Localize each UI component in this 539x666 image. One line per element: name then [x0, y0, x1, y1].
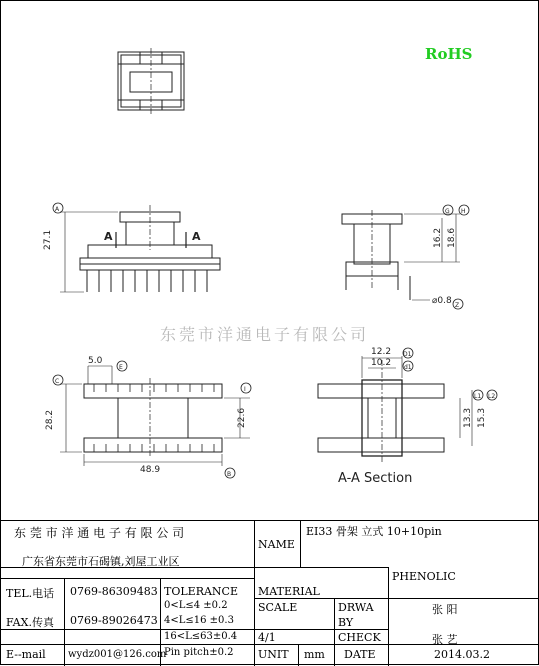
name-value: EI33 骨架 立式 10+10pin [306, 525, 442, 538]
plan-view [53, 361, 251, 478]
unit-label: UNIT [258, 648, 289, 661]
marker-b: B [227, 471, 232, 478]
front-pins [87, 270, 207, 292]
drawn-label-2: BY [338, 616, 354, 629]
drawn-label: DRWA [338, 601, 374, 614]
marker-d1: D1 [403, 351, 412, 358]
marker-c: C [55, 378, 60, 385]
scale-value: 4/1 [258, 631, 276, 644]
tel-value: 0769-86309483 [70, 585, 158, 598]
rohs-mark: RoHS [425, 45, 473, 63]
fax-value: 0769-89026473 [70, 614, 158, 627]
tel-label: TEL.电话 [6, 587, 55, 600]
marker-d1-lower: d1 [404, 364, 412, 371]
title-block [0, 520, 539, 666]
tolerance-2: 4<L≤16 ±0.3 [164, 615, 234, 626]
check-value: 张 艺 [432, 633, 458, 646]
rule [388, 567, 389, 666]
dim-18-6: 18.6 [447, 227, 457, 248]
section-label: A-A Section [338, 471, 413, 486]
unit-value: mm [304, 648, 325, 661]
material-value: PHENOLIC [392, 570, 456, 583]
email-value: wydz001@126.com [68, 649, 167, 660]
rule [254, 567, 388, 568]
dim-15-3: 15.3 [477, 407, 487, 428]
rule [334, 598, 335, 666]
side-view [342, 205, 469, 309]
marker-e: E [119, 364, 123, 371]
marker-l2: L2 [488, 393, 496, 400]
marker-g: G [445, 208, 450, 215]
marker-z: Z [455, 302, 460, 309]
dim-27-1: 27.1 [43, 229, 53, 250]
fax-label: FAX.传真 [6, 616, 54, 629]
plan-slots [94, 384, 214, 452]
section-marker-a-right: A [192, 230, 201, 243]
marker-a: A [55, 206, 60, 213]
tolerance-3: 16<L≤63±0.4 [164, 631, 238, 642]
top-view [118, 48, 184, 114]
rule [254, 521, 255, 666]
rule [254, 629, 388, 630]
dim-13-3: 13.3 [463, 407, 473, 428]
dim-16-2: 16.2 [433, 227, 443, 248]
front-view [53, 203, 220, 292]
company-address: 广东省东莞市石碣镇,刘屋工业区 [22, 555, 180, 568]
dim-48-9: 48.9 [140, 465, 161, 475]
pin-pitch: Pin pitch±0.2 [164, 647, 234, 658]
email-label: E--mail [6, 648, 46, 661]
rule [298, 644, 299, 666]
drawn-value: 张 阳 [432, 603, 458, 616]
rule [0, 644, 539, 645]
date-value: 2014.03.2 [434, 648, 490, 661]
name-label: NAME [258, 538, 295, 551]
rule [0, 578, 254, 579]
dim-10-2: 10.2 [371, 358, 392, 368]
dim-pin-dia: ⌀0.8 [432, 296, 452, 306]
marker-l1: L1 [474, 393, 482, 400]
dim-12-2: 12.2 [371, 347, 392, 357]
marker-h: H [461, 208, 466, 215]
rule [64, 578, 65, 666]
dim-28-2: 28.2 [45, 409, 55, 430]
rule [300, 521, 301, 567]
material-label: MATERIAL [258, 585, 320, 598]
tolerance-1: 0<L≤4 ±0.2 [164, 600, 228, 611]
company-watermark: 东莞市洋通电子有限公司 [160, 325, 370, 344]
dim-5-0: 5.0 [88, 356, 103, 366]
tolerance-label: TOLERANCE [164, 585, 238, 598]
section-marker-a-left: A [104, 230, 113, 243]
company-name: 东 莞 市 洋 通 电 子 有 限 公 司 [14, 526, 185, 540]
date-label: DATE [344, 648, 376, 661]
rule [254, 598, 539, 599]
marker-i: I [244, 386, 246, 393]
dim-22-6: 22.6 [237, 407, 247, 428]
scale-label: SCALE [258, 601, 298, 614]
check-label: CHECK [338, 631, 381, 644]
